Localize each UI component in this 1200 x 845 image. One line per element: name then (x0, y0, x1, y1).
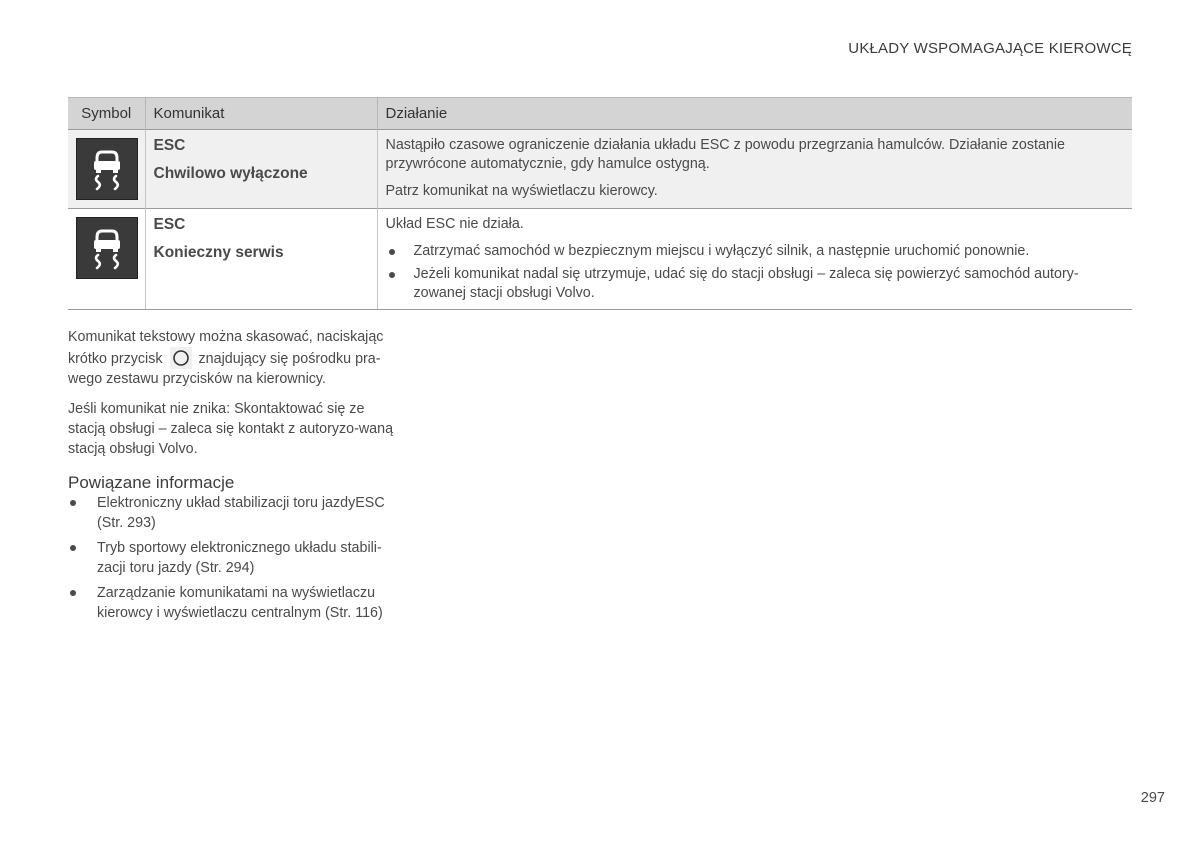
column-header-symbol: Symbol (68, 98, 145, 130)
list-item: Jeżeli komunikat nadal się utrzymuje, udać się do stacji obsługi – zaleca się powierzyć samochód autory-zowanej stacji obsługi Volvo. (386, 265, 1125, 303)
action-cell (377, 130, 1132, 209)
table-header-row (68, 98, 1132, 130)
esc-skid-car-icon (76, 217, 138, 279)
action-list (386, 242, 1125, 303)
related-heading: Powiązane informacje (68, 473, 235, 492)
paragraph-text: Komunikat tekstowy można skasować, naciskając krótko przycisk (68, 329, 384, 367)
esc-skid-car-icon (76, 138, 138, 200)
message-cell (145, 130, 377, 209)
page-number: 297 (1140, 790, 1165, 806)
message-subtitle: Konieczny serwis (153, 244, 284, 261)
message-title: ESC (153, 137, 186, 154)
related-list (68, 493, 403, 623)
related-link[interactable]: Elektroniczny układ stabilizacji toru jazdyESC (Str. 293) (68, 493, 403, 533)
message-subtitle: Chwilowo wyłączone (153, 165, 308, 182)
action-text: Układ ESC nie działa. (385, 216, 524, 232)
action-cell (377, 209, 1132, 310)
related-link[interactable]: Zarządzanie komunikatami na wyświetlaczu kierowcy i wyświetlaczu centralnym (Str. 116) (68, 583, 403, 623)
action-text: Patrz komunikat na wyświetlaczu kierowcy. (385, 183, 658, 199)
table-row (68, 130, 1132, 209)
column-header-message: Komunikat (145, 98, 377, 130)
message-title: ESC (153, 216, 186, 233)
table-row (68, 209, 1132, 310)
list-item: Zatrzymać samochód w bezpiecznym miejscu i wyłączyć silnik, a następnie uruchomić ponownie. (386, 242, 1125, 261)
paragraph (68, 327, 403, 389)
paragraph: Jeśli komunikat nie znika: Skontaktować się ze stacją obsługi – zaleca się kontakt z autoryzo-waną stacją obsługi Volvo. (68, 401, 394, 457)
body-text-column (68, 327, 403, 628)
paragraph-text: znajdujący się pośrodku pra-wego zestawu przycisków na kierownicy. (68, 351, 381, 387)
column-header-action: Działanie (377, 98, 1132, 130)
section-title: UKŁADY WSPOMAGAJĄCE KIEROWCĘ (848, 40, 1132, 57)
action-text: Nastąpiło czasowe ograniczenie działania układu ESC z powodu przegrzania hamulców. Działanie zostanie przywrócone automatycznie, gdy hamulce ostygną. (385, 137, 1065, 172)
symbol-cell (68, 209, 145, 310)
symbol-cell (68, 130, 145, 209)
message-table (68, 97, 1132, 310)
message-cell (145, 209, 377, 310)
circle-button-icon (170, 347, 192, 369)
related-link[interactable]: Tryb sportowy elektronicznego układu stabili-zacji toru jazdy (Str. 294) (68, 538, 403, 578)
